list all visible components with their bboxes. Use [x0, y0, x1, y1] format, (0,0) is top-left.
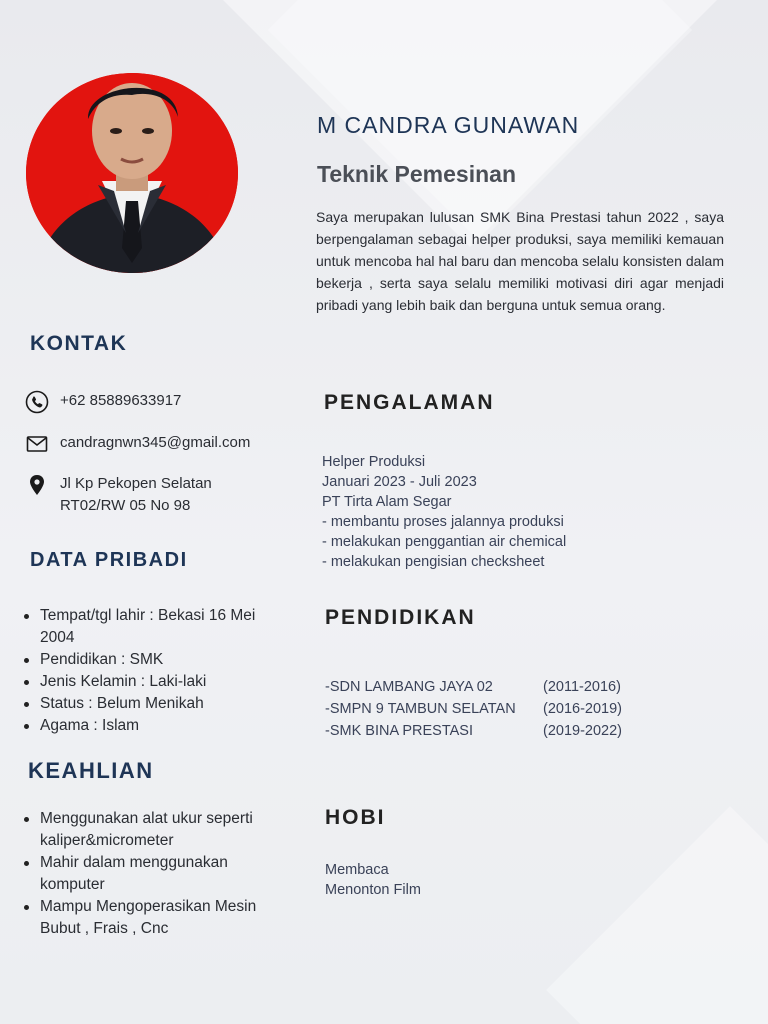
pengalaman-heading: PENGALAMAN	[324, 391, 495, 414]
profile-summary: Saya merupakan lulusan SMK Bina Prestasi tahun 2022 , saya berpengalaman sebagai helper produksi, saya memiliki kemauan untuk mencoba hal hal baru dan mencoba selalu konsisten dalam bekerja , serta saya selalu memiliki motivasi diri agar menjadi pribadi yang lebih baik dan berguna untuk semua orang.	[316, 209, 724, 313]
school-name: -SMK BINA PRESTASI	[325, 723, 473, 739]
hobby-item: Menonton Film	[325, 882, 421, 898]
pengalaman-details	[322, 452, 566, 572]
list-item: Pendidikan : SMK	[22, 649, 272, 671]
address-line-2: RT02/RW 05 No 98	[60, 497, 191, 514]
education-row	[325, 698, 622, 720]
experience-role: Helper Produksi	[322, 454, 426, 470]
contact-address	[25, 473, 212, 517]
list-item: Status : Belum Menikah	[22, 693, 272, 715]
email-address[interactable]: candragnwn345@gmail.com	[60, 434, 251, 451]
experience-task: - melakukan pengisian checksheet	[322, 554, 545, 570]
kontak-heading: KONTAK	[30, 332, 128, 355]
mail-icon	[25, 432, 49, 456]
experience-period: Januari 2023 - Juli 2023	[322, 474, 477, 490]
data-pribadi-heading: DATA PRIBADI	[30, 549, 188, 571]
hobi-list	[325, 860, 421, 900]
school-name: -SMPN 9 TAMBUN SELATAN	[325, 701, 516, 717]
profile-photo	[26, 73, 238, 273]
experience-task: - membantu proses jalannya produksi	[322, 514, 564, 530]
school-years: (2019-2022)	[543, 723, 622, 739]
school-years: (2011-2016)	[543, 679, 621, 695]
keahlian-heading: KEAHLIAN	[28, 758, 154, 783]
hobby-item: Membaca	[325, 862, 389, 878]
list-item: Mampu Mengoperasikan Mesin Bubut , Frais , Cnc	[22, 896, 272, 940]
contact-email	[25, 432, 250, 456]
address-line-1: Jl Kp Pekopen Selatan	[60, 475, 212, 492]
candidate-name: M CANDRA GUNAWAN	[317, 112, 580, 138]
list-item: Menggunakan alat ukur seperti kaliper&micrometer	[22, 808, 272, 852]
job-title: Teknik Pemesinan	[317, 161, 516, 187]
list-item: Agama : Islam	[22, 715, 272, 737]
background-shape	[546, 806, 768, 1024]
phone-number[interactable]: +62 85889633917	[60, 392, 182, 409]
experience-company: PT Tirta Alam Segar	[322, 494, 452, 510]
education-row	[325, 676, 622, 698]
education-row	[325, 720, 622, 742]
profile-photo-illustration	[26, 73, 238, 273]
location-pin-icon	[25, 473, 49, 497]
phone-icon	[25, 390, 49, 414]
hobi-heading: HOBI	[325, 806, 386, 829]
school-years: (2016-2019)	[543, 701, 622, 717]
list-item: Mahir dalam menggunakan komputer	[22, 852, 272, 896]
pendidikan-heading: PENDIDIKAN	[325, 606, 476, 629]
list-item: Tempat/tgl lahir : Bekasi 16 Mei 2004	[22, 605, 272, 649]
school-name: -SDN LAMBANG JAYA 02	[325, 679, 493, 695]
data-pribadi-list	[22, 605, 272, 737]
contact-phone	[25, 390, 181, 414]
pendidikan-list	[325, 676, 622, 742]
address	[60, 473, 212, 517]
keahlian-list	[22, 808, 272, 940]
list-item: Jenis Kelamin : Laki-laki	[22, 671, 272, 693]
experience-task: - melakukan penggantian air chemical	[322, 534, 567, 550]
